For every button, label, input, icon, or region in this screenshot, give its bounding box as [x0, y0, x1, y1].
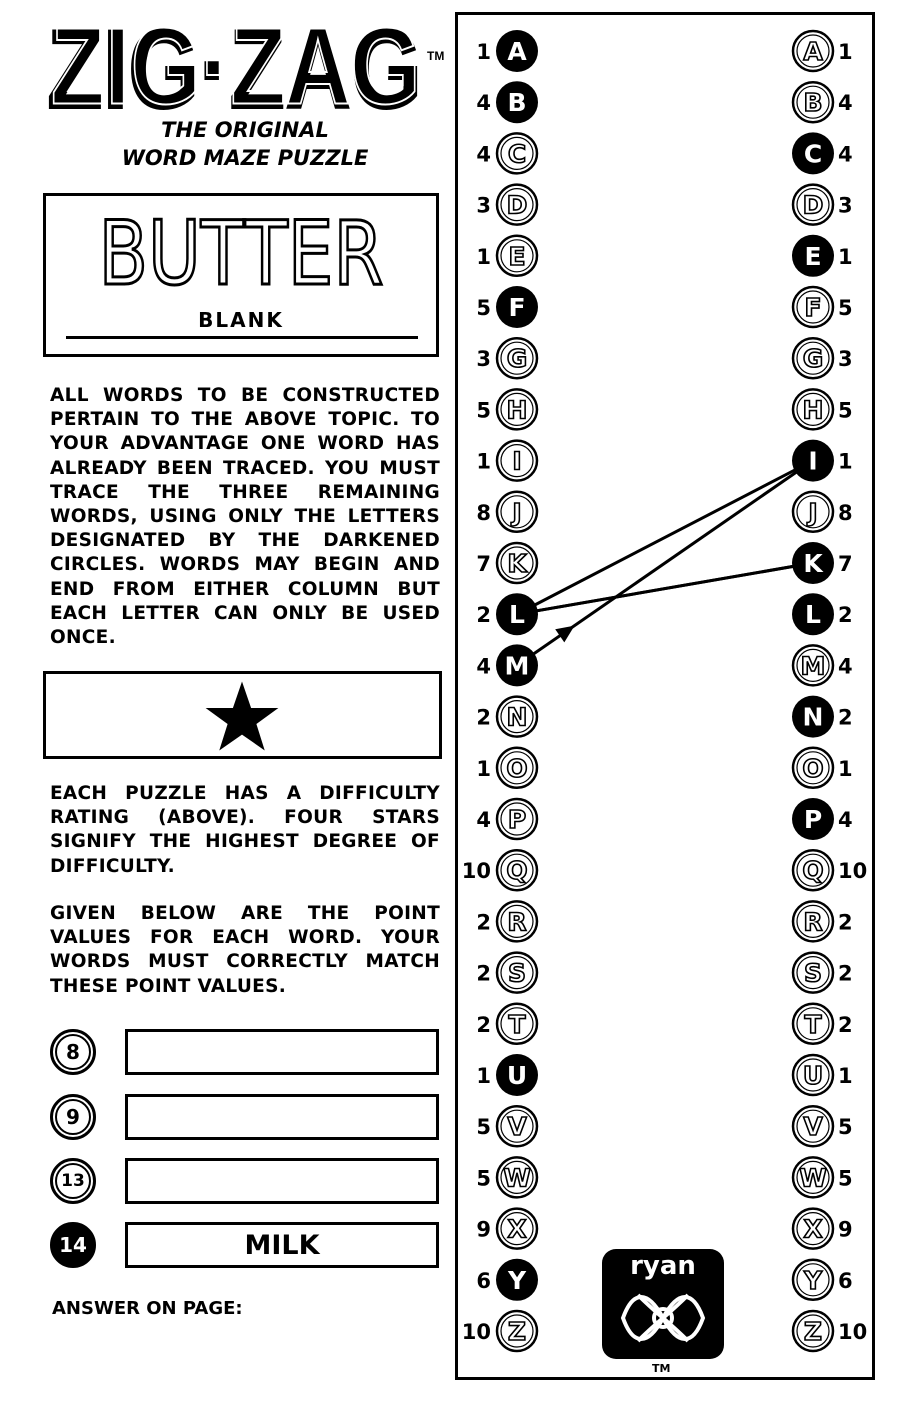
letter-label: A — [507, 37, 527, 66]
letter-label: U — [506, 1061, 528, 1090]
letter-label: Q — [506, 856, 528, 886]
letter-value-right-n: 2 — [838, 705, 853, 730]
letter-node-left-g[interactable] — [497, 338, 537, 378]
letter-label: W — [799, 1163, 827, 1193]
letter-label: V — [803, 1112, 823, 1142]
letter-value-left-j: 8 — [476, 500, 491, 525]
points-value: 14 — [59, 1233, 87, 1257]
letter-label: O — [802, 753, 824, 783]
letter-value-right-h: 5 — [838, 398, 853, 423]
points-badge-14 — [50, 1222, 96, 1268]
letter-node-right-b[interactable] — [793, 82, 833, 122]
letter-label: J — [808, 497, 818, 527]
letter-node-left-c[interactable] — [497, 133, 537, 173]
letter-value-left-s: 2 — [476, 961, 491, 986]
letter-label: R — [507, 907, 527, 937]
letter-label: X — [507, 1214, 527, 1244]
letter-label: L — [805, 600, 821, 630]
letter-label: H — [802, 395, 824, 425]
letter-node-right-l[interactable] — [792, 593, 834, 635]
letter-value-left-r: 2 — [476, 910, 491, 935]
letter-node-left-d[interactable] — [497, 185, 537, 225]
letter-value-left-l: 2 — [476, 603, 491, 628]
letter-label: U — [802, 1061, 824, 1090]
letter-node-right-a[interactable] — [793, 31, 833, 71]
letter-value-right-i: 1 — [838, 449, 853, 474]
letter-label: E — [508, 241, 526, 271]
letter-label: H — [506, 395, 528, 425]
letter-node-left-j[interactable] — [497, 492, 537, 532]
letter-label: A — [803, 37, 823, 66]
ryan-games-logo — [602, 1249, 724, 1359]
letter-node-right-c[interactable] — [792, 132, 834, 174]
letter-value-right-d: 3 — [838, 193, 853, 218]
letter-node-left-o[interactable] — [497, 748, 537, 788]
points-badge-13 — [50, 1158, 96, 1204]
letter-node-right-f[interactable] — [793, 287, 833, 327]
letter-value-right-w: 5 — [838, 1166, 853, 1191]
letter-label: V — [507, 1112, 527, 1142]
letter-node-right-h[interactable] — [793, 389, 833, 429]
letter-node-left-t[interactable] — [497, 1004, 537, 1044]
letter-node-right-o[interactable] — [793, 748, 833, 788]
letter-node-left-n[interactable] — [497, 697, 537, 737]
letter-node-left-u[interactable] — [496, 1054, 538, 1096]
letter-node-right-i[interactable] — [792, 440, 834, 482]
letter-value-left-g: 3 — [476, 347, 491, 372]
topic-word-graphic — [46, 202, 436, 297]
letter-value-right-g: 3 — [838, 347, 853, 372]
letter-label: F — [508, 293, 526, 322]
letter-node-left-a[interactable] — [496, 30, 538, 72]
points-value: 8 — [55, 1034, 91, 1070]
letter-label: T — [804, 1009, 822, 1039]
letter-value-left-x: 9 — [476, 1217, 491, 1242]
points-value: 13 — [55, 1163, 91, 1199]
letter-node-right-d[interactable] — [793, 185, 833, 225]
publisher-trademark: TM — [652, 1362, 671, 1375]
letter-label: N — [506, 702, 528, 732]
letter-node-left-e[interactable] — [497, 236, 537, 276]
letter-label: P — [803, 805, 823, 834]
letter-label: O — [506, 753, 528, 783]
answer-field-2[interactable] — [125, 1094, 439, 1140]
topic-word: BUTTER — [98, 202, 384, 297]
letter-node-left-s[interactable] — [497, 953, 537, 993]
letter-value-right-s: 2 — [838, 961, 853, 986]
letter-node-left-y[interactable] — [496, 1259, 538, 1301]
letter-value-left-b: 4 — [476, 91, 491, 116]
letter-node-right-w[interactable] — [793, 1157, 833, 1197]
points-badge-8 — [50, 1029, 96, 1075]
answer-field-3[interactable] — [125, 1158, 439, 1204]
letter-label: M — [504, 651, 530, 681]
letter-label: S — [507, 958, 527, 988]
letter-node-left-h[interactable] — [497, 389, 537, 429]
difficulty-box — [43, 671, 442, 759]
letter-node-left-l[interactable] — [496, 593, 538, 635]
logo-text: ZIG·ZAG — [47, 8, 422, 118]
letter-label: R — [803, 907, 823, 937]
letter-value-left-v: 5 — [476, 1115, 491, 1140]
topic-box — [43, 193, 439, 357]
letter-label: J — [512, 497, 522, 527]
letter-label: Z — [507, 1317, 527, 1346]
path-arrow-icon — [555, 626, 574, 643]
letter-node-left-f[interactable] — [496, 286, 538, 328]
letter-value-right-p: 4 — [838, 808, 853, 832]
letter-node-right-v[interactable] — [793, 1106, 833, 1146]
letter-label: Y — [507, 1265, 527, 1295]
knot-icon — [618, 1285, 708, 1351]
instructions-text: ALL WORDS TO BE CONSTRUCTED PERTAIN TO THE ABOVE TOPIC. TO YOUR ADVANTAGE ONE WORD HAS ALREADY BEEN TRACED. YOU MUST TRACE THE THREE REMAINING WORDS, USING ONLY THE LETTERS DESIGNATED BY THE DARKENED CIRCLES. WORDS MAY BEGIN AND END FROM EITHER COLUMN BUT EACH LETTER CAN ONLY BE USED ONCE. — [50, 385, 440, 649]
letter-label: B — [803, 88, 823, 118]
letter-value-left-h: 5 — [476, 398, 491, 423]
letter-value-left-d: 3 — [476, 193, 491, 218]
points-value: 9 — [55, 1099, 91, 1135]
letter-node-right-q[interactable] — [793, 850, 833, 890]
letter-label: P — [507, 805, 527, 834]
path-segment — [537, 566, 794, 610]
letter-node-right-y[interactable] — [793, 1260, 833, 1300]
letter-label: Y — [803, 1265, 823, 1295]
letter-label: D — [802, 190, 824, 220]
subtitle — [45, 116, 445, 172]
letter-label: C — [507, 139, 527, 169]
answer-on-page-label: ANSWER ON PAGE: — [52, 1298, 243, 1319]
letter-value-right-u: 1 — [838, 1064, 853, 1088]
letter-value-right-y: 6 — [838, 1268, 853, 1293]
letter-value-left-u: 1 — [476, 1064, 491, 1088]
topic-rule — [66, 336, 418, 339]
letter-value-left-f: 5 — [476, 296, 491, 320]
logo-trademark: TM — [427, 49, 445, 63]
points-info-text: GIVEN BELOW ARE THE POINT VALUES FOR EACH WORD. YOUR WORDS MUST CORRECTLY MATCH THESE POINT VALUES. — [50, 903, 440, 997]
letter-node-left-z[interactable] — [497, 1311, 537, 1351]
letter-value-left-i: 1 — [476, 449, 491, 474]
path-segment — [535, 470, 795, 605]
zig-zag-logo — [45, 8, 445, 118]
letter-value-right-o: 1 — [838, 756, 853, 781]
letter-node-left-w[interactable] — [497, 1157, 537, 1197]
difficulty-text: EACH PUZZLE HAS A DIFFICULTY RATING (ABOVE). FOUR STARS SIGNIFY THE HIGHEST DEGREE OF DIFFICULTY. — [50, 783, 440, 877]
letter-node-left-q[interactable] — [497, 850, 537, 890]
letter-node-left-m[interactable] — [496, 644, 538, 686]
letter-label: W — [503, 1163, 531, 1193]
letter-value-left-n: 2 — [476, 705, 491, 730]
letter-node-right-g[interactable] — [793, 338, 833, 378]
letter-value-left-e: 1 — [476, 244, 491, 269]
points-badge-9 — [50, 1094, 96, 1140]
letter-label: I — [512, 446, 522, 476]
letter-value-right-c: 4 — [838, 142, 853, 167]
letter-node-right-z[interactable] — [793, 1311, 833, 1351]
letter-label: E — [804, 241, 822, 271]
letter-value-left-q: 10 — [461, 859, 491, 884]
letter-value-right-x: 9 — [838, 1217, 853, 1242]
letter-label: D — [506, 190, 528, 220]
subtitle-line-1: THE ORIGINAL — [161, 118, 329, 142]
subtitle-line-2: WORD MAZE PUZZLE — [121, 146, 369, 170]
letter-node-right-u[interactable] — [793, 1055, 833, 1095]
letter-value-left-k: 7 — [476, 552, 491, 576]
letter-node-right-e[interactable] — [792, 235, 834, 277]
letter-circles — [496, 30, 834, 1351]
letter-value-left-t: 2 — [476, 1012, 491, 1037]
publisher-name: ryan — [630, 1251, 696, 1281]
letter-value-left-o: 1 — [476, 756, 491, 781]
letter-node-left-i[interactable] — [497, 441, 537, 481]
letter-value-left-p: 4 — [476, 808, 491, 832]
letter-node-left-r[interactable] — [497, 901, 537, 941]
letter-label: L — [509, 600, 525, 630]
letter-node-right-p[interactable] — [792, 798, 834, 840]
letter-node-right-r[interactable] — [793, 901, 833, 941]
letter-node-right-j[interactable] — [793, 492, 833, 532]
traced-path-lines — [533, 470, 796, 654]
letter-value-right-v: 5 — [838, 1115, 853, 1140]
letter-value-left-a: 1 — [476, 40, 491, 64]
answer-field-4[interactable]: MILK — [125, 1222, 439, 1268]
letter-value-left-z: 10 — [461, 1320, 491, 1344]
letter-node-right-t[interactable] — [793, 1004, 833, 1044]
letter-value-right-e: 1 — [838, 244, 853, 269]
letter-node-left-k[interactable] — [497, 543, 537, 583]
letter-value-left-c: 4 — [476, 142, 491, 167]
letter-node-right-m[interactable] — [793, 645, 833, 685]
letter-label: I — [808, 446, 818, 476]
letter-value-right-j: 8 — [838, 500, 853, 525]
letter-label: X — [803, 1214, 823, 1244]
letter-node-left-v[interactable] — [497, 1106, 537, 1146]
star-icon — [204, 680, 280, 752]
letter-node-left-p[interactable] — [497, 799, 537, 839]
letter-value-right-m: 4 — [838, 654, 853, 679]
letter-node-left-x[interactable] — [497, 1209, 537, 1249]
letter-label: G — [802, 344, 824, 374]
letter-label: C — [803, 139, 823, 169]
topic-blank-label: BLANK — [198, 308, 284, 332]
letter-label: Z — [803, 1317, 823, 1346]
letter-label: K — [507, 549, 527, 578]
letter-value-right-l: 2 — [838, 603, 853, 628]
letter-node-left-b[interactable] — [496, 81, 538, 123]
letter-label: Q — [802, 856, 824, 886]
letter-label: M — [800, 651, 826, 681]
letter-value-right-a: 1 — [838, 40, 853, 64]
letter-value-right-b: 4 — [838, 91, 853, 116]
letter-node-right-n[interactable] — [792, 696, 834, 738]
letter-value-right-k: 7 — [838, 552, 853, 576]
letter-value-left-m: 4 — [476, 654, 491, 679]
letter-value-right-r: 2 — [838, 910, 853, 935]
letter-label: N — [802, 702, 824, 732]
maze-board — [455, 12, 875, 1380]
letter-value-right-f: 5 — [838, 296, 853, 320]
letter-node-right-s[interactable] — [793, 953, 833, 993]
letter-label: F — [804, 293, 822, 322]
letter-label: K — [803, 549, 823, 578]
letter-label: T — [508, 1009, 526, 1039]
letter-value-left-y: 6 — [476, 1268, 491, 1293]
letter-label: G — [506, 344, 528, 374]
letter-label: S — [803, 958, 823, 988]
answer-field-1[interactable] — [125, 1029, 439, 1075]
letter-label: B — [507, 88, 527, 118]
letter-value-right-z: 10 — [838, 1320, 868, 1344]
letter-node-right-k[interactable] — [792, 542, 834, 584]
letter-value-left-w: 5 — [476, 1166, 491, 1191]
letter-value-right-t: 2 — [838, 1012, 853, 1037]
logo-inline: ZIG·ZAG — [50, 8, 421, 118]
letter-node-right-x[interactable] — [793, 1209, 833, 1249]
letter-value-right-q: 10 — [838, 859, 868, 884]
